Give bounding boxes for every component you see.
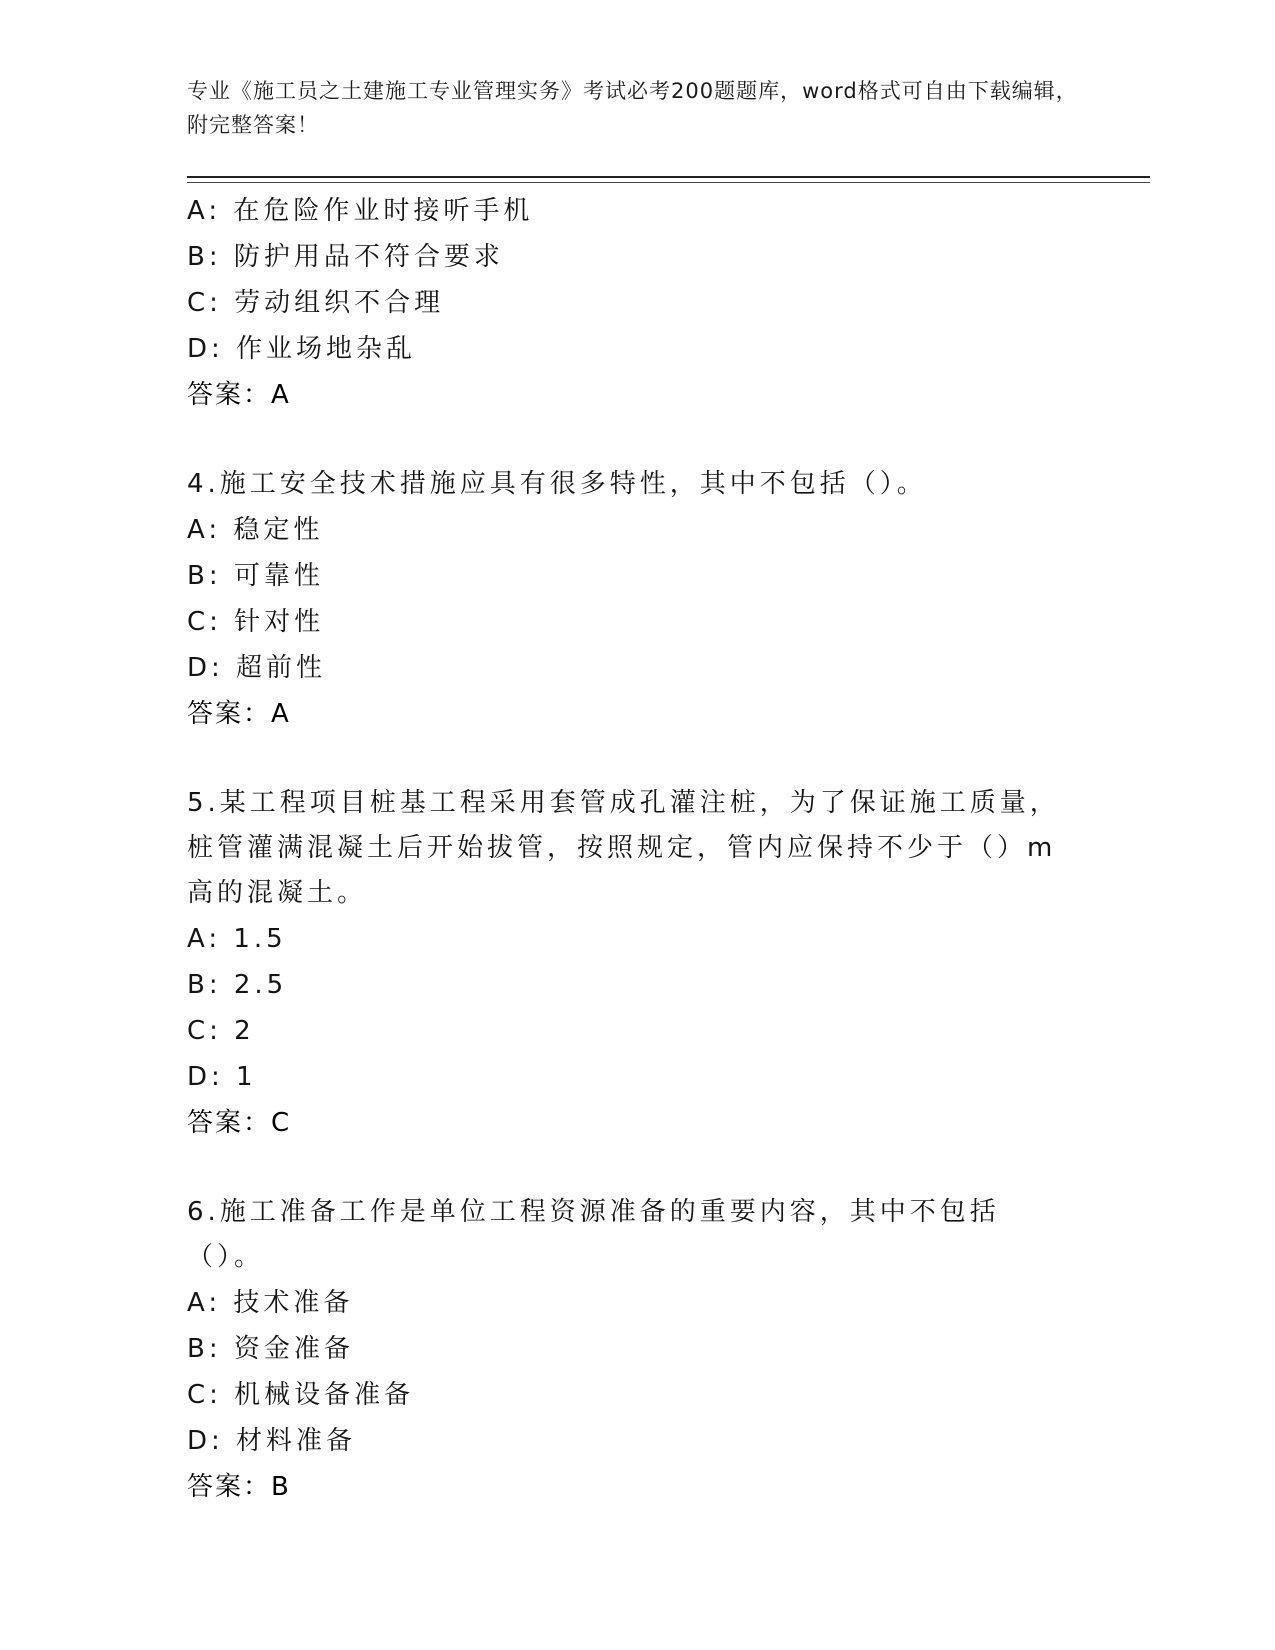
option-a: A: 在危险作业时接听手机 xyxy=(187,196,534,226)
question-stem: 4.施工安全技术措施应具有很多特性，其中不包括（）。 xyxy=(187,469,927,499)
answer: 答案：A xyxy=(187,699,291,729)
question-5 xyxy=(187,781,1087,1146)
spacer xyxy=(187,1146,1087,1190)
option-d: D: 材料准备 xyxy=(187,1426,357,1456)
option-c: C: 机械设备准备 xyxy=(187,1380,415,1410)
option-c: C: 2 xyxy=(187,1016,255,1046)
option-b: B: 可靠性 xyxy=(187,561,324,591)
option-b: B: 资金准备 xyxy=(187,1334,354,1364)
question-6 xyxy=(187,1190,1087,1510)
option-c: C: 劳动组织不合理 xyxy=(187,288,445,318)
question-stem: 6.施工准备工作是单位工程资源准备的重要内容，其中不包括（）。 xyxy=(187,1197,1000,1272)
option-c: C: 针对性 xyxy=(187,607,325,637)
spacer xyxy=(187,418,1087,462)
question-4 xyxy=(187,462,1087,737)
option-b: B: 防护用品不符合要求 xyxy=(187,242,504,272)
option-a: A: 技术准备 xyxy=(187,1288,354,1318)
answer: 答案：B xyxy=(187,1472,291,1502)
answer: 答案：C xyxy=(187,1108,292,1138)
document-header: 专业《施工员之土建施工专业管理实务》考试必考200题题库，word格式可自由下载编辑，附完整答案！ xyxy=(187,79,1078,137)
question-3 xyxy=(187,188,1087,418)
option-b: B: 2.5 xyxy=(187,970,288,1000)
option-d: D: 作业场地杂乱 xyxy=(187,334,417,364)
header-rule-thin xyxy=(187,182,1150,183)
option-a: A: 1.5 xyxy=(187,924,287,954)
document-content xyxy=(187,188,1087,1510)
answer: 答案：A xyxy=(187,380,291,410)
option-d: D: 1 xyxy=(187,1062,257,1092)
option-d: D: 超前性 xyxy=(187,653,327,683)
question-stem: 5.某工程项目桩基工程采用套管成孔灌注桩，为了保证施工质量，桩管灌满混凝土后开始拔管，按照规定，管内应保持不少于（）m高的混凝土。 xyxy=(187,788,1060,908)
spacer xyxy=(187,737,1087,781)
option-a: A: 稳定性 xyxy=(187,515,324,545)
header-rule-thick xyxy=(187,176,1150,178)
